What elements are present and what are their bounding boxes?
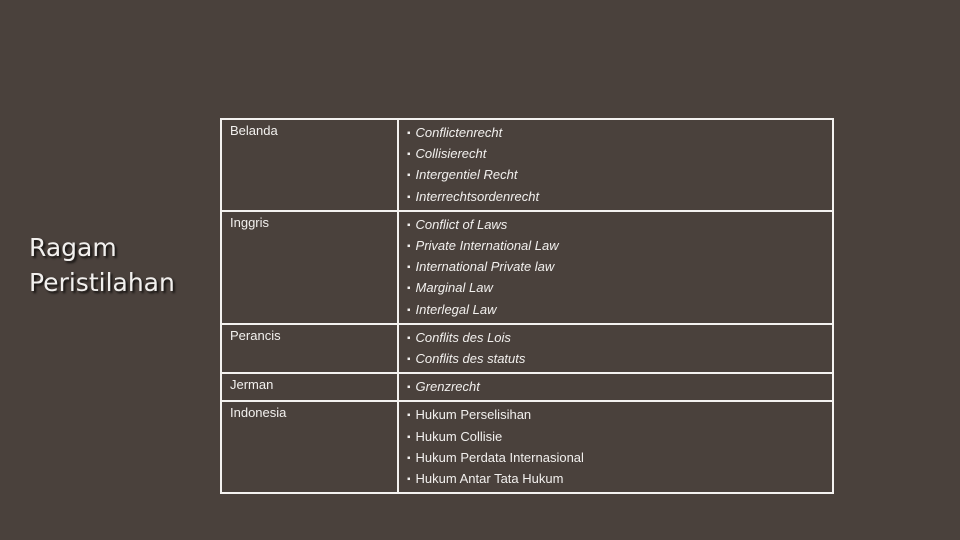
terms-list <box>407 328 824 370</box>
term-text: Hukum Antar Tata Hukum <box>415 471 564 487</box>
slide-title <box>29 230 175 300</box>
term-text: Hukum Collisie <box>415 428 503 444</box>
list-item <box>407 187 824 208</box>
bullet-icon: ▪ <box>407 431 411 443</box>
bullet-icon: ▪ <box>407 262 411 274</box>
list-item <box>407 448 824 469</box>
terminology-table <box>220 118 834 494</box>
terms-cell <box>398 373 833 401</box>
slide-title-line-1: Ragam <box>29 233 117 262</box>
bullet-icon: ▪ <box>407 170 411 182</box>
list-item <box>407 257 824 278</box>
bullet-icon: ▪ <box>407 452 411 464</box>
bullet-icon: ▪ <box>407 241 411 253</box>
country-cell: Indonesia <box>221 401 398 493</box>
list-item <box>407 328 824 349</box>
term-text: Conflits des Lois <box>415 329 511 345</box>
terminology-table-body <box>221 119 833 493</box>
bullet-icon: ▪ <box>407 332 411 344</box>
term-text: International Private law <box>415 259 555 275</box>
term-text: Intergentiel Recht <box>415 167 518 183</box>
terms-list <box>407 377 824 398</box>
table-row <box>221 211 833 324</box>
list-item <box>407 278 824 299</box>
list-item <box>407 144 824 165</box>
bullet-icon: ▪ <box>407 128 411 139</box>
table-row <box>221 119 833 211</box>
term-text: Hukum Perdata Internasional <box>415 449 584 465</box>
terms-list <box>407 405 824 490</box>
country-cell: Perancis <box>221 324 398 373</box>
country-cell: Belanda <box>221 119 398 211</box>
list-item <box>407 300 824 321</box>
list-item <box>407 349 824 370</box>
term-text: Private International Law <box>415 238 559 254</box>
term-text: Collisierecht <box>415 146 487 162</box>
terms-list <box>407 215 824 321</box>
bullet-icon: ▪ <box>407 219 411 231</box>
bullet-icon: ▪ <box>407 149 411 161</box>
list-item <box>407 215 824 236</box>
term-text: Interlegal Law <box>415 301 497 317</box>
terms-cell <box>398 324 833 373</box>
bullet-icon: ▪ <box>407 382 411 394</box>
term-text: Hukum Perselisihan <box>415 407 532 423</box>
term-text: Conflict of Laws <box>415 216 508 232</box>
list-item <box>407 405 824 426</box>
term-text: Interrechtsordenrecht <box>415 188 540 204</box>
country-cell: Inggris <box>221 211 398 324</box>
table-row <box>221 324 833 373</box>
country-cell: Jerman <box>221 373 398 401</box>
list-item <box>407 469 824 490</box>
terms-cell <box>398 401 833 493</box>
list-item <box>407 165 824 186</box>
list-item <box>407 377 824 398</box>
list-item <box>407 236 824 257</box>
table-row <box>221 373 833 401</box>
terms-cell <box>398 119 833 211</box>
bullet-icon: ▪ <box>407 354 411 366</box>
term-text: Conflits des statuts <box>415 351 526 367</box>
bullet-icon: ▪ <box>407 304 411 316</box>
bullet-icon: ▪ <box>407 474 411 486</box>
bullet-icon: ▪ <box>407 191 411 203</box>
terms-cell <box>398 211 833 324</box>
slide-title-line-2: Peristilahan <box>29 268 175 297</box>
term-text: Grenzrecht <box>415 379 480 395</box>
terms-list <box>407 123 824 208</box>
bullet-icon: ▪ <box>407 283 411 295</box>
term-text: Marginal Law <box>415 280 493 296</box>
list-item <box>407 427 824 448</box>
table-row <box>221 401 833 493</box>
list-item <box>407 123 824 144</box>
bullet-icon: ▪ <box>407 410 411 422</box>
term-text: Conflictenrecht <box>415 125 503 140</box>
